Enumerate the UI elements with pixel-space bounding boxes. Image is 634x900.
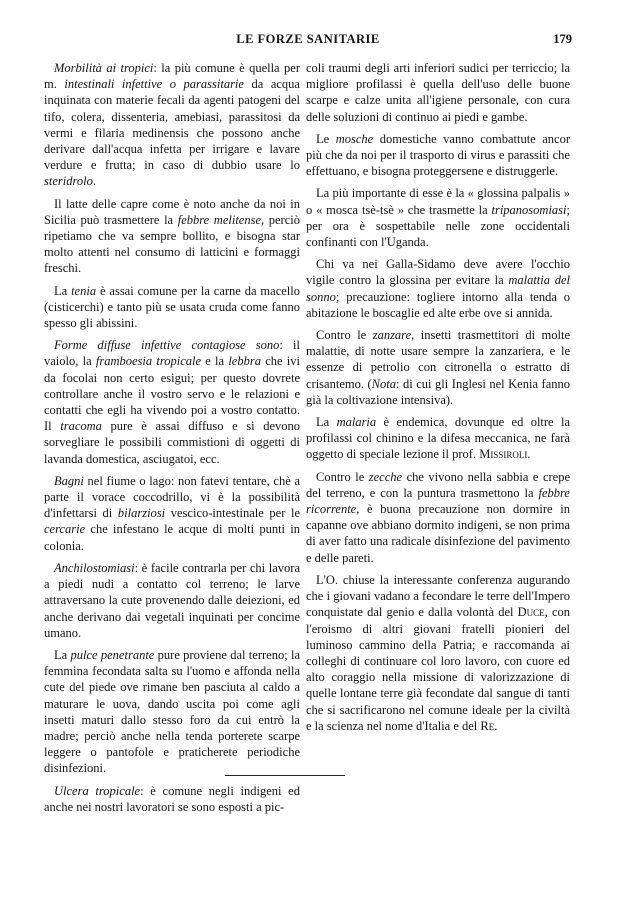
- text: che ivi da focolai non certo esigui; per questo dovrete controllare anche il vostro servo e le relazioni e contatti che egli ha vivendo poi a vostro contatto. Il: [44, 354, 300, 434]
- journal-title: LE FORZE SANITARIE: [236, 32, 380, 46]
- paragraph-flies: [306, 131, 570, 180]
- text: : la più comune è quella per m.: [44, 61, 300, 92]
- paragraph-tropical-ulcer: [44, 783, 300, 815]
- term-pulce-penetrante: pulce penetrante: [70, 647, 155, 662]
- paragraph-ticks: [306, 469, 570, 566]
- text: .: [494, 718, 498, 733]
- term-tracoma: tracoma: [60, 419, 102, 434]
- text: .: [527, 447, 531, 462]
- paragraph-contagious-forms: [44, 337, 300, 467]
- name-re: Re: [480, 718, 495, 733]
- term-tripanosomiasi: tripanosomiasi: [491, 202, 567, 217]
- term-zecche: zecche: [368, 469, 403, 484]
- paragraph-malaria: [306, 414, 570, 463]
- text: ; precauzione: togliere intorno alla tenda o abitazione le boscaglie ed alte erbe ove si annida.: [306, 289, 570, 320]
- term-mosche: mosche: [335, 131, 374, 146]
- text: .: [92, 174, 96, 189]
- text: pure proviene dal terreno; la femmina fecondata salta su l'uomo e affonda nella cute del piede ove rimane ben pasciuta al caldo a maturare le uova, dando uscita poi come agli insetti maturi dallo stesso foro da cui entrò la madre; perciò anche nella tenda porterete scarpe leggere o pantofole e praticherete periodiche disinfezioni.: [44, 647, 300, 776]
- paragraph-sleeping-sickness: [306, 256, 570, 321]
- text: La più importante di esse è la « glossina palpalis » o « mosca tsè-tsè » che trasmette la: [306, 186, 570, 217]
- text: La: [54, 283, 72, 298]
- term-febbre-ricorrente: febbre ricorrente: [306, 485, 570, 517]
- text: ; per ora è sospettabile nelle zone occidentali confinanti con l'Uganda.: [306, 202, 570, 250]
- right-column: [306, 60, 570, 740]
- text: La: [54, 647, 71, 662]
- text: che infestano le acque di molti punti in colonia.: [44, 522, 300, 553]
- text: è endemica, dovunque ed oltre la profilassi col chinino e la difesa meccanica, ne farà oggetto di speciale lezione il prof.: [306, 415, 570, 462]
- paragraph-tenia: [44, 283, 300, 332]
- name-duce: Duce: [517, 605, 545, 620]
- term-steridrolo: steridrolo: [44, 174, 93, 189]
- text: Il latte delle capre come è noto anche da noi in Sicilia può trasmettere la: [44, 196, 300, 227]
- paragraph-goat-milk: [44, 196, 300, 277]
- text: vescico-intestinale per le: [165, 506, 300, 521]
- term-bagni: Bagni: [54, 473, 84, 488]
- paragraph-hookworm: [44, 560, 300, 641]
- term-lebbra: lebbra: [228, 354, 261, 369]
- paragraph-chigoe-flea: [44, 647, 300, 777]
- text: coli traumi degli arti inferiori sudici per terriccio; la migliore profilassi è quella dell'uso delle buone scarpe e calze unita all'igiene personale, con cura delle soluzioni di continuo ai piedi e gambe.: [306, 61, 570, 124]
- text: La: [316, 415, 337, 430]
- text: è assai comune per la carne da macello (cisticerchi) e tanto più se usata cruda come fanno spesso gli abissini.: [44, 283, 300, 331]
- term-malattia-del-sonno: malattia del sonno: [306, 273, 570, 304]
- term-nota: Nota: [371, 376, 396, 391]
- paragraph-ulcer-continued: [306, 60, 570, 125]
- text: : il vaiolo, la: [44, 338, 301, 369]
- text: , è buona precauzione non dormire in capanne ove abbiano dormito indigeni, se non prima di aver fatto una radicale disinfezione del pavimento e delle pareti.: [306, 502, 570, 565]
- left-column: [44, 60, 300, 821]
- text: da acqua inquinata con materie fecali da agenti patogeni del tifo, colera, dissenteria, amebiasi, parassitosi da vermi e filaria medinensis che possono anche derivare dall'acqua infetta per irrigare e lavare verdure e frutta; in caso di dubbio usare lo: [44, 77, 300, 173]
- text: Le: [316, 131, 336, 146]
- text: Chi va nei Galla-Sidamo deve avere l'occhio vigile contro la glossina per evitare la: [306, 257, 570, 288]
- end-of-article-rule: [225, 775, 345, 776]
- text: e la: [201, 354, 229, 369]
- page-number: 179: [553, 32, 572, 46]
- paragraph-tsetse: [306, 185, 570, 250]
- term-tenia: tenia: [71, 283, 97, 298]
- text: Contro le: [316, 328, 373, 343]
- text: domestiche vanno combattute ancor più che da noi per il trasporto di virus e parassiti che effettuano, e bisogna proteggersene e distruggerle.: [306, 131, 570, 179]
- term-malaria: malaria: [336, 415, 377, 430]
- term-morbidita: Morbilità ai tropici: [54, 61, 154, 75]
- paragraph-mosquitoes: [306, 327, 570, 408]
- paragraph-conclusion: [306, 572, 570, 734]
- text: : è comune negli indigeni ed anche nei nostri lavoratori se sono esposti a pic-: [44, 783, 300, 814]
- paragraph-tropical-morbidity: [44, 60, 300, 190]
- term-anchilostomiasi: Anchilostomiasi: [54, 560, 135, 575]
- text: : è facile contrarla per chi lavora a piedi nudi a contatto col terreno; le larve attraversano la cute provenendo dalle deiezioni, ed anche derivano dai vegetali inquinati per concime umano.: [44, 560, 300, 640]
- term-framboesia: framboesia tropicale: [95, 354, 202, 369]
- text: pure è assai diffuso e si devono sorvegliare le possibili commistioni di oggetti di lavanda domestica, asciugatoi, ecc.: [44, 419, 300, 466]
- text: L'O. chiuse la interessante conferenza augurando che i giovani vadano a fecondare le terre dell'Impero conquistate dal genio e dalla volontà del: [306, 572, 570, 620]
- paragraph-bathing: [44, 473, 300, 554]
- term-ulcera-tropicale: Ulcera tropicale: [54, 783, 141, 798]
- text: , insetti trasmettitori di molte malattie, di notte usare sempre la zanzariera, e le essenze di petrolio con citronella o estratto di crisantemo. (: [306, 328, 571, 391]
- term-febbre-melitense: febbre melitense: [177, 212, 262, 227]
- text: , con l'eroismo di altri giovani fratelli pionieri del luminoso cammino della Patria; e raccomanda ai colleghi di continuare col loro lavoro, con cuore ed alto coraggio nella missione di valorizzazione di quelle lontane terre già fecondate dal sangue di tanti che si sacrificarono nel comune ideale per la civiltà e la scienza nel nome d'Italia e del: [306, 605, 570, 733]
- text: nel fiume o lago: non fatevi tentare, chè a parte il vorace coccodrillo, vi è la possibilità d'infettarsi di: [44, 473, 300, 521]
- term-forme-diffuse: Forme diffuse infettive contagiose sono: [54, 338, 280, 353]
- running-header: [44, 32, 572, 50]
- text: che vivono nella sabbia e crepe del terreno, e con la puntura trasmettono la: [306, 469, 571, 500]
- term-bilarziosi: bilarziosi: [117, 506, 166, 521]
- term-zanzare: zanzare: [372, 328, 412, 343]
- term-intestinali: intestinali infettive o parassitarie: [64, 77, 244, 92]
- name-missiroli: Missiroli: [479, 447, 528, 462]
- text: : di cui gli Inglesi nel Kenia fanno già la coltivazione intensiva).: [306, 376, 570, 407]
- text: , perciò ripetiamo che va sempre bollito, e bisogna star molto attenti nel consumo di latticini e formaggi freschi.: [44, 212, 300, 276]
- term-cercarie: cercarie: [44, 522, 86, 537]
- text: Contro le: [316, 469, 369, 484]
